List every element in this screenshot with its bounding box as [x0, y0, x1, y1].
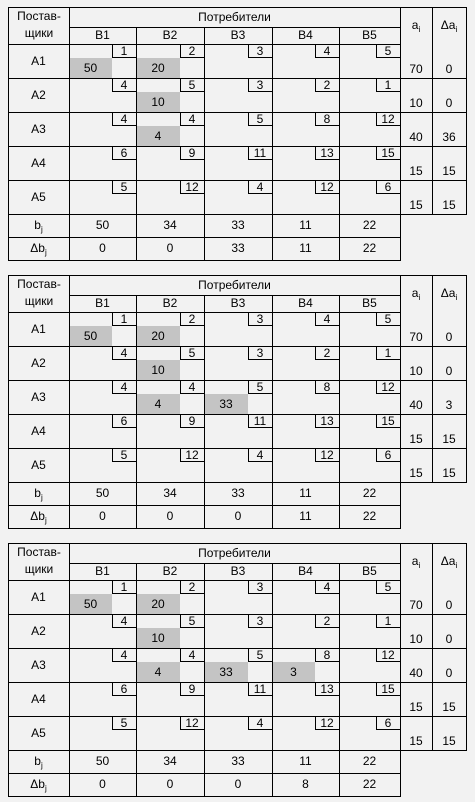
- demand-delta: 0: [166, 509, 174, 523]
- cost-value: 6: [384, 180, 392, 194]
- demand-value: 34: [163, 218, 177, 232]
- suppliers-header-text: Постав- щики: [17, 545, 61, 576]
- demand-delta: 0: [166, 777, 174, 791]
- column-header-b2: B2: [162, 564, 178, 578]
- row-header-a2: A2: [31, 356, 46, 370]
- cost-value: 2: [323, 78, 331, 92]
- consumers-header: Потребители: [198, 10, 271, 24]
- column-header-b5: B5: [362, 296, 377, 310]
- suppliers-header: [9, 8, 69, 44]
- cost-value: 4: [120, 380, 128, 394]
- demand-delta: 8: [302, 777, 309, 791]
- cost-value: 11: [253, 682, 267, 696]
- column-header-b3: B3: [230, 28, 246, 42]
- bj-header: [8, 214, 69, 237]
- cost-value: 4: [120, 112, 128, 126]
- demand-value: 11: [299, 486, 312, 500]
- cost-value: 4: [120, 78, 128, 92]
- column-header-b4: B4: [298, 296, 313, 310]
- cost-value: 13: [320, 682, 334, 696]
- bj-header: [8, 750, 69, 773]
- cost-value: 3: [256, 78, 264, 92]
- cost-value: 5: [256, 648, 264, 662]
- cost-value: 2: [323, 346, 331, 360]
- supply-value: 70: [409, 598, 423, 612]
- dbj-header: [8, 773, 69, 796]
- allocation-value: 4: [154, 397, 162, 411]
- ai-header-text: $a_i$: [411, 18, 421, 34]
- demand-value: 33: [231, 218, 245, 232]
- allocation-value: 4: [154, 665, 162, 679]
- supply-value: 15: [409, 198, 423, 212]
- cost-value: 5: [384, 312, 392, 326]
- suppliers-header-text: Постав- щики: [17, 9, 61, 40]
- column-header-b4: B4: [298, 28, 313, 42]
- cost-value: 1: [120, 312, 128, 326]
- allocation-value: 50: [83, 329, 98, 343]
- demand-value: 22: [362, 486, 377, 500]
- cost-value: 4: [188, 112, 196, 126]
- cost-value: 2: [188, 580, 196, 594]
- cost-value: 5: [188, 78, 196, 92]
- ai-header-text: $a_i$: [411, 286, 421, 302]
- row-header-a2: A2: [31, 624, 46, 638]
- cost-value: 4: [188, 648, 196, 662]
- column-header-b2: B2: [162, 28, 178, 42]
- supply-delta: 0: [445, 62, 453, 76]
- supply-value: 10: [409, 632, 423, 646]
- supply-value: 70: [409, 62, 423, 76]
- cost-value: 3: [256, 44, 264, 58]
- supply-delta: 15: [442, 700, 456, 714]
- row-header-a5: A5: [31, 726, 46, 740]
- cost-value: 4: [323, 44, 331, 58]
- row-header-a3: A3: [31, 658, 46, 672]
- cost-value: 15: [381, 682, 395, 696]
- cost-value: 6: [120, 146, 128, 160]
- supply-value: 10: [409, 364, 423, 378]
- demand-value: 33: [231, 486, 245, 500]
- column-header-b5: B5: [362, 564, 377, 578]
- row-header-a3: A3: [31, 390, 46, 404]
- column-header-b1: B1: [95, 564, 110, 578]
- consumers-header: Потребители: [198, 546, 271, 560]
- demand-delta: 0: [99, 509, 106, 523]
- cost-value: 4: [120, 346, 128, 360]
- cost-value: 6: [384, 448, 392, 462]
- row-header-a4: A4: [31, 424, 46, 438]
- column-header-b5: B5: [362, 28, 377, 42]
- demand-delta: 22: [362, 509, 377, 523]
- allocation-value: 10: [151, 631, 165, 645]
- demand-delta: 0: [99, 241, 106, 255]
- demand-delta: 0: [234, 777, 242, 791]
- cost-value: 2: [323, 614, 331, 628]
- consumers-header: Потребители: [198, 278, 271, 292]
- supply-delta: 15: [442, 734, 456, 748]
- supply-value: 70: [409, 330, 423, 344]
- cost-value: 11: [253, 146, 267, 160]
- supply-value: 15: [409, 700, 423, 714]
- cost-value: 12: [320, 448, 334, 462]
- dai-header-text: $\Delta a_i$: [440, 18, 458, 34]
- supply-delta: 0: [445, 598, 453, 612]
- cost-value: 3: [256, 580, 264, 594]
- grid-line: [466, 275, 467, 483]
- row-header-a5: A5: [31, 190, 46, 204]
- transport-table-2: [8, 275, 466, 528]
- row-header-a1: A1: [31, 54, 46, 68]
- cost-value: 6: [120, 682, 128, 696]
- dai-header: [432, 7, 466, 44]
- supply-delta: 15: [442, 432, 456, 446]
- grid-line: [400, 214, 467, 215]
- cost-value: 4: [323, 312, 331, 326]
- cost-value: 4: [323, 580, 331, 594]
- column-header-b4: B4: [298, 564, 313, 578]
- demand-delta: 22: [362, 777, 377, 791]
- cost-value: 1: [384, 346, 392, 360]
- cost-value: 1: [120, 44, 128, 58]
- transport-table-1: [8, 7, 466, 260]
- column-header-b2: B2: [162, 296, 178, 310]
- cost-value: 2: [188, 312, 196, 326]
- demand-delta: 11: [299, 509, 312, 523]
- supply-value: 40: [409, 398, 423, 412]
- suppliers-header: [9, 544, 69, 580]
- cost-value: 4: [256, 448, 264, 462]
- row-header-a4: A4: [31, 692, 46, 706]
- cost-value: 8: [323, 380, 331, 394]
- cost-value: 2: [188, 44, 196, 58]
- supply-delta: 0: [445, 330, 453, 344]
- bj-header-text: $b_j$: [34, 218, 43, 234]
- cost-value: 5: [256, 380, 264, 394]
- cost-value: 12: [185, 180, 199, 194]
- allocation-value: 10: [151, 95, 165, 109]
- cost-value: 12: [185, 448, 199, 462]
- cost-value: 4: [120, 614, 128, 628]
- demand-delta: 0: [234, 509, 242, 523]
- cost-value: 4: [256, 180, 264, 194]
- supply-value: 15: [409, 432, 423, 446]
- demand-value: 33: [231, 754, 245, 768]
- cost-value: 1: [120, 580, 128, 594]
- cost-value: 5: [188, 346, 196, 360]
- supply-value: 15: [409, 734, 423, 748]
- demand-value: 22: [362, 218, 377, 232]
- grid-line: [400, 750, 467, 751]
- dbj-header-text: $\Delta b_j$: [30, 777, 47, 793]
- cost-value: 6: [120, 414, 128, 428]
- cost-value: 3: [256, 346, 264, 360]
- cost-value: 12: [381, 380, 395, 394]
- cost-value: 5: [188, 614, 196, 628]
- row-header-a2: A2: [31, 88, 46, 102]
- cost-value: 4: [188, 380, 196, 394]
- allocation-value: 50: [83, 61, 98, 75]
- ai-header: [400, 543, 432, 580]
- allocation-value: 10: [151, 363, 165, 377]
- cost-value: 6: [384, 716, 392, 730]
- dbj-header: [8, 237, 69, 260]
- supply-delta: 0: [445, 632, 453, 646]
- grid-line: [466, 543, 467, 751]
- supply-value: 40: [409, 666, 423, 680]
- cost-value: 4: [256, 716, 264, 730]
- dai-header-text: $\Delta a_i$: [440, 554, 458, 570]
- column-header-b3: B3: [230, 564, 246, 578]
- allocation-value: 3: [290, 665, 297, 679]
- supply-delta: 15: [442, 198, 456, 212]
- demand-value: 50: [95, 754, 110, 768]
- ai-header: [400, 7, 432, 44]
- cost-value: 3: [256, 312, 264, 326]
- cost-value: 5: [384, 44, 392, 58]
- ai-header-text: $a_i$: [411, 554, 421, 570]
- column-header-b3: B3: [230, 296, 246, 310]
- cost-value: 9: [188, 146, 196, 160]
- row-header-a1: A1: [31, 590, 46, 604]
- cost-value: 5: [384, 580, 392, 594]
- cost-value: 11: [253, 414, 267, 428]
- supply-value: 40: [409, 130, 423, 144]
- demand-value: 11: [299, 754, 312, 768]
- row-header-a1: A1: [31, 322, 46, 336]
- cost-value: 5: [120, 180, 128, 194]
- row-header-a5: A5: [31, 458, 46, 472]
- bj-header-text: $b_j$: [34, 754, 43, 770]
- cost-value: 15: [381, 414, 395, 428]
- suppliers-header-text: Постав- щики: [17, 277, 61, 308]
- demand-value: 50: [95, 486, 110, 500]
- bj-header-text: $b_j$: [34, 486, 43, 502]
- cost-value: 8: [323, 648, 331, 662]
- allocation-value: 50: [83, 597, 98, 611]
- row-header-a4: A4: [31, 156, 46, 170]
- supply-delta: 0: [445, 96, 453, 110]
- supply-delta: 15: [442, 164, 456, 178]
- allocation-value: 33: [219, 665, 233, 679]
- supply-delta: 0: [445, 364, 453, 378]
- dai-header: [432, 275, 466, 312]
- cost-value: 4: [120, 648, 128, 662]
- dbj-header: [8, 505, 69, 528]
- column-header-b1: B1: [95, 28, 110, 42]
- cost-value: 13: [320, 414, 334, 428]
- demand-delta: 22: [362, 241, 377, 255]
- demand-value: 50: [95, 218, 110, 232]
- cost-value: 12: [381, 112, 395, 126]
- cost-value: 9: [188, 414, 196, 428]
- grid-line: [466, 7, 467, 215]
- cost-value: 5: [256, 112, 264, 126]
- cost-value: 12: [320, 716, 334, 730]
- ai-header: [400, 275, 432, 312]
- cost-value: 13: [320, 146, 334, 160]
- cost-value: 15: [381, 146, 395, 160]
- demand-value: 22: [362, 754, 377, 768]
- supply-delta: 15: [442, 466, 456, 480]
- cost-value: 1: [384, 614, 392, 628]
- demand-value: 34: [163, 486, 177, 500]
- suppliers-header: [9, 276, 69, 312]
- dbj-header-text: $\Delta b_j$: [30, 241, 47, 257]
- allocation-value: 20: [151, 597, 165, 611]
- dbj-header-text: $\Delta b_j$: [30, 509, 47, 525]
- demand-value: 34: [163, 754, 177, 768]
- demand-delta: 0: [166, 241, 174, 255]
- row-header-a3: A3: [31, 122, 46, 136]
- supply-delta: 36: [442, 130, 456, 144]
- dai-header: [432, 543, 466, 580]
- cost-value: 5: [120, 716, 128, 730]
- dai-header-text: $\Delta a_i$: [440, 286, 458, 302]
- cost-value: 12: [381, 648, 395, 662]
- demand-value: 11: [299, 218, 312, 232]
- grid-line: [400, 482, 467, 483]
- supply-delta: 0: [445, 666, 453, 680]
- supply-value: 10: [409, 96, 423, 110]
- allocation-value: 20: [151, 329, 165, 343]
- cost-value: 8: [323, 112, 331, 126]
- allocation-value: 20: [151, 61, 165, 75]
- column-header-b1: B1: [95, 296, 110, 310]
- supply-value: 15: [409, 466, 423, 480]
- transport-table-3: [8, 543, 466, 796]
- cost-value: 1: [384, 78, 392, 92]
- cost-value: 3: [256, 614, 264, 628]
- demand-delta: 0: [99, 777, 106, 791]
- cost-value: 9: [188, 682, 196, 696]
- demand-delta: 33: [231, 241, 245, 255]
- supply-delta: 3: [445, 398, 453, 412]
- allocation-value: 33: [219, 397, 233, 411]
- allocation-value: 4: [154, 129, 162, 143]
- demand-delta: 11: [299, 241, 312, 255]
- cost-value: 5: [120, 448, 128, 462]
- cost-value: 12: [185, 716, 199, 730]
- cost-value: 12: [320, 180, 334, 194]
- bj-header: [8, 482, 69, 505]
- supply-value: 15: [409, 164, 423, 178]
